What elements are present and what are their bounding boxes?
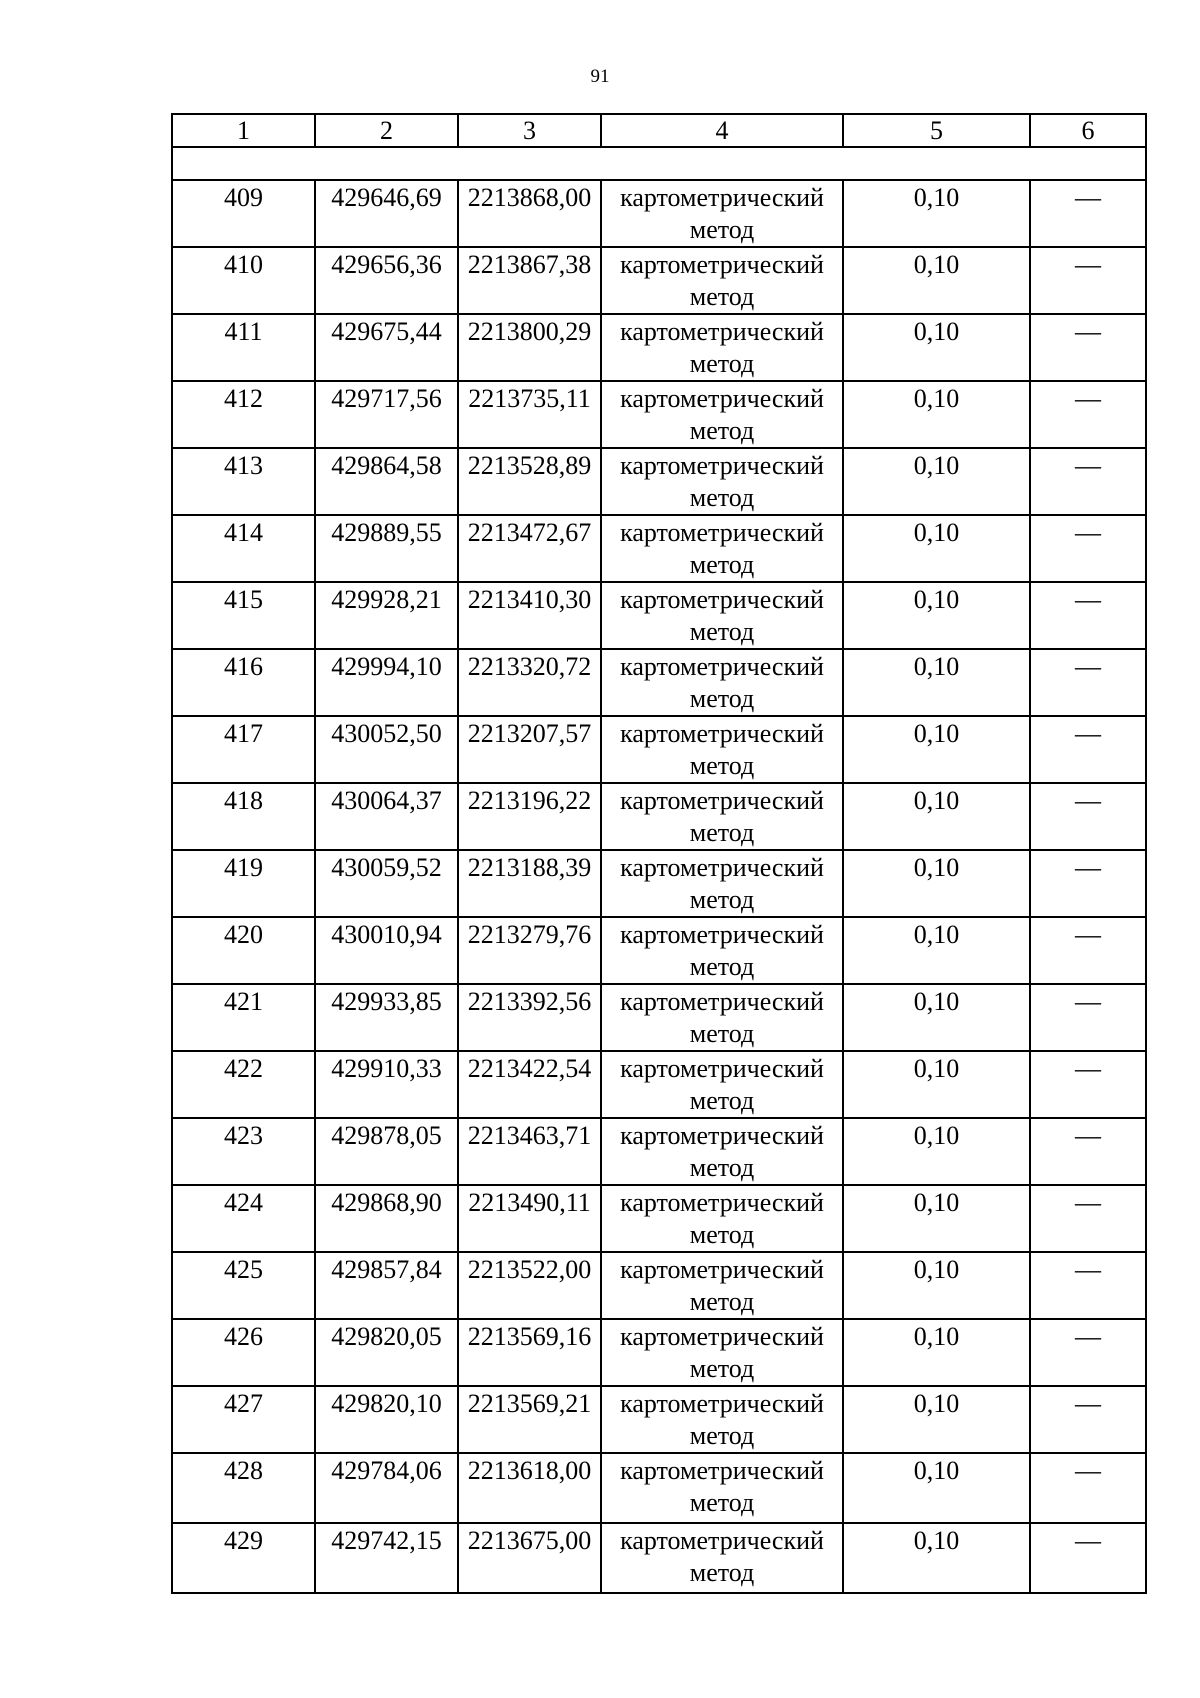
description-cell: — <box>1030 1319 1146 1386</box>
accuracy-cell: 0,10 <box>843 649 1030 716</box>
y-coordinate-cell: 2213522,00 <box>458 1252 601 1319</box>
description-cell: — <box>1030 649 1146 716</box>
method-cell <box>601 515 843 582</box>
method-line: картометрический <box>620 853 824 882</box>
method-cell <box>601 917 843 984</box>
description-cell: — <box>1030 783 1146 850</box>
method-line: метод <box>689 1220 755 1249</box>
coordinates-table <box>171 113 1147 1594</box>
method-cell <box>601 649 843 716</box>
accuracy-cell: 0,10 <box>843 1185 1030 1252</box>
method-line: картометрический <box>620 920 824 949</box>
column-header: 3 <box>458 114 601 147</box>
method-cell <box>601 381 843 448</box>
description-cell: — <box>1030 381 1146 448</box>
table-row <box>172 917 1146 984</box>
y-coordinate-cell: 2213472,67 <box>458 515 601 582</box>
method-cell <box>601 783 843 850</box>
method-line: картометрический <box>620 1322 824 1351</box>
table-row <box>172 716 1146 783</box>
method-cell <box>601 1118 843 1185</box>
method-cell <box>601 984 843 1051</box>
method-line: картометрический <box>620 250 824 279</box>
column-header-row <box>172 114 1146 147</box>
x-coordinate-cell: 429928,21 <box>315 582 458 649</box>
point-number-cell: 413 <box>172 448 315 515</box>
table-row <box>172 1051 1146 1118</box>
method-line: метод <box>689 416 755 445</box>
description-cell: — <box>1030 1252 1146 1319</box>
method-line: метод <box>689 1019 755 1048</box>
point-number-cell: 427 <box>172 1386 315 1453</box>
point-number-cell: 411 <box>172 314 315 381</box>
table-row <box>172 515 1146 582</box>
x-coordinate-cell: 429857,84 <box>315 1252 458 1319</box>
method-line: картометрический <box>620 652 824 681</box>
x-coordinate-cell: 429868,90 <box>315 1185 458 1252</box>
description-cell: — <box>1030 1051 1146 1118</box>
y-coordinate-cell: 2213675,00 <box>458 1523 601 1593</box>
column-header: 2 <box>315 114 458 147</box>
method-cell <box>601 716 843 783</box>
accuracy-cell: 0,10 <box>843 180 1030 247</box>
x-coordinate-cell: 429889,55 <box>315 515 458 582</box>
description-cell: — <box>1030 1386 1146 1453</box>
method-cell <box>601 582 843 649</box>
description-cell: — <box>1030 515 1146 582</box>
column-header: 1 <box>172 114 315 147</box>
description-cell: — <box>1030 448 1146 515</box>
method-cell <box>601 448 843 515</box>
point-number-cell: 409 <box>172 180 315 247</box>
x-coordinate-cell: 429656,36 <box>315 247 458 314</box>
x-coordinate-cell: 429864,58 <box>315 448 458 515</box>
method-cell <box>601 850 843 917</box>
point-number-cell: 419 <box>172 850 315 917</box>
table-row <box>172 850 1146 917</box>
method-line: метод <box>689 818 755 847</box>
method-line: картометрический <box>620 183 824 212</box>
description-cell: — <box>1030 582 1146 649</box>
point-number-cell: 414 <box>172 515 315 582</box>
accuracy-cell: 0,10 <box>843 783 1030 850</box>
x-coordinate-cell: 429994,10 <box>315 649 458 716</box>
y-coordinate-cell: 2213463,71 <box>458 1118 601 1185</box>
table-row <box>172 1252 1146 1319</box>
table-row <box>172 1319 1146 1386</box>
accuracy-cell: 0,10 <box>843 850 1030 917</box>
point-number-cell: 429 <box>172 1523 315 1593</box>
method-line: метод <box>689 751 755 780</box>
description-cell: — <box>1030 180 1146 247</box>
point-number-cell: 415 <box>172 582 315 649</box>
column-header: 4 <box>601 114 843 147</box>
table-row <box>172 381 1146 448</box>
y-coordinate-cell: 2213867,38 <box>458 247 601 314</box>
method-line: картометрический <box>620 1255 824 1284</box>
description-cell: — <box>1030 984 1146 1051</box>
table-row <box>172 247 1146 314</box>
point-number-cell: 412 <box>172 381 315 448</box>
accuracy-cell: 0,10 <box>843 1118 1030 1185</box>
method-cell <box>601 247 843 314</box>
x-coordinate-cell: 429675,44 <box>315 314 458 381</box>
method-cell <box>601 1386 843 1453</box>
description-cell: — <box>1030 1453 1146 1523</box>
method-line: картометрический <box>620 518 824 547</box>
point-number-cell: 410 <box>172 247 315 314</box>
y-coordinate-cell: 2213422,54 <box>458 1051 601 1118</box>
method-line: метод <box>689 1558 755 1587</box>
accuracy-cell: 0,10 <box>843 1319 1030 1386</box>
point-number-cell: 424 <box>172 1185 315 1252</box>
y-coordinate-cell: 2213392,56 <box>458 984 601 1051</box>
method-line: картометрический <box>620 1121 824 1150</box>
method-line: картометрический <box>620 719 824 748</box>
method-line: метод <box>689 215 755 244</box>
method-cell <box>601 180 843 247</box>
method-cell <box>601 1453 843 1523</box>
method-cell <box>601 1523 843 1593</box>
method-line: метод <box>689 1421 755 1450</box>
accuracy-cell: 0,10 <box>843 917 1030 984</box>
column-header: 6 <box>1030 114 1146 147</box>
description-cell: — <box>1030 1118 1146 1185</box>
x-coordinate-cell: 429820,10 <box>315 1386 458 1453</box>
column-header: 5 <box>843 114 1030 147</box>
x-coordinate-cell: 429646,69 <box>315 180 458 247</box>
table-row <box>172 1118 1146 1185</box>
method-line: метод <box>689 1488 755 1517</box>
y-coordinate-cell: 2213528,89 <box>458 448 601 515</box>
description-cell: — <box>1030 1185 1146 1252</box>
method-line: картометрический <box>620 786 824 815</box>
x-coordinate-cell: 430052,50 <box>315 716 458 783</box>
accuracy-cell: 0,10 <box>843 1523 1030 1593</box>
y-coordinate-cell: 2213410,30 <box>458 582 601 649</box>
y-coordinate-cell: 2213569,16 <box>458 1319 601 1386</box>
table-row <box>172 448 1146 515</box>
method-cell <box>601 1185 843 1252</box>
method-line: картометрический <box>620 451 824 480</box>
point-number-cell: 417 <box>172 716 315 783</box>
method-line: метод <box>689 1287 755 1316</box>
point-number-cell: 425 <box>172 1252 315 1319</box>
method-line: картометрический <box>620 1456 824 1485</box>
page-number: 91 <box>590 66 610 87</box>
method-line: метод <box>689 885 755 914</box>
method-line: картометрический <box>620 987 824 1016</box>
method-line: картометрический <box>620 384 824 413</box>
y-coordinate-cell: 2213207,57 <box>458 716 601 783</box>
y-coordinate-cell: 2213800,29 <box>458 314 601 381</box>
method-line: картометрический <box>620 317 824 346</box>
method-cell <box>601 314 843 381</box>
accuracy-cell: 0,10 <box>843 448 1030 515</box>
accuracy-cell: 0,10 <box>843 247 1030 314</box>
method-line: метод <box>689 952 755 981</box>
x-coordinate-cell: 429820,05 <box>315 1319 458 1386</box>
accuracy-cell: 0,10 <box>843 314 1030 381</box>
y-coordinate-cell: 2213320,72 <box>458 649 601 716</box>
y-coordinate-cell: 2213188,39 <box>458 850 601 917</box>
method-line: метод <box>689 483 755 512</box>
accuracy-cell: 0,10 <box>843 515 1030 582</box>
accuracy-cell: 0,10 <box>843 716 1030 783</box>
method-line: картометрический <box>620 1389 824 1418</box>
description-cell: — <box>1030 917 1146 984</box>
table-body <box>172 114 1146 1593</box>
accuracy-cell: 0,10 <box>843 1051 1030 1118</box>
table-row <box>172 1386 1146 1453</box>
table-row <box>172 582 1146 649</box>
accuracy-cell: 0,10 <box>843 1386 1030 1453</box>
x-coordinate-cell: 430059,52 <box>315 850 458 917</box>
method-line: метод <box>689 1354 755 1383</box>
description-cell: — <box>1030 1523 1146 1593</box>
x-coordinate-cell: 429717,56 <box>315 381 458 448</box>
y-coordinate-cell: 2213735,11 <box>458 381 601 448</box>
point-number-cell: 420 <box>172 917 315 984</box>
method-line: метод <box>689 684 755 713</box>
table-row <box>172 314 1146 381</box>
section-spacer-row <box>172 147 1146 180</box>
x-coordinate-cell: 429742,15 <box>315 1523 458 1593</box>
table-row <box>172 984 1146 1051</box>
method-cell <box>601 1319 843 1386</box>
method-line: метод <box>689 1153 755 1182</box>
point-number-cell: 416 <box>172 649 315 716</box>
x-coordinate-cell: 430010,94 <box>315 917 458 984</box>
description-cell: — <box>1030 850 1146 917</box>
point-number-cell: 423 <box>172 1118 315 1185</box>
x-coordinate-cell: 429933,85 <box>315 984 458 1051</box>
y-coordinate-cell: 2213196,22 <box>458 783 601 850</box>
x-coordinate-cell: 429910,33 <box>315 1051 458 1118</box>
method-line: картометрический <box>620 1526 824 1555</box>
y-coordinate-cell: 2213868,00 <box>458 180 601 247</box>
point-number-cell: 418 <box>172 783 315 850</box>
description-cell: — <box>1030 247 1146 314</box>
method-line: картометрический <box>620 1188 824 1217</box>
table-row <box>172 649 1146 716</box>
y-coordinate-cell: 2213490,11 <box>458 1185 601 1252</box>
table-row <box>172 1185 1146 1252</box>
method-line: метод <box>689 617 755 646</box>
y-coordinate-cell: 2213279,76 <box>458 917 601 984</box>
method-line: картометрический <box>620 1054 824 1083</box>
y-coordinate-cell: 2213618,00 <box>458 1453 601 1523</box>
accuracy-cell: 0,10 <box>843 1453 1030 1523</box>
accuracy-cell: 0,10 <box>843 1252 1030 1319</box>
table-row <box>172 783 1146 850</box>
method-cell <box>601 1252 843 1319</box>
accuracy-cell: 0,10 <box>843 381 1030 448</box>
accuracy-cell: 0,10 <box>843 984 1030 1051</box>
point-number-cell: 426 <box>172 1319 315 1386</box>
description-cell: — <box>1030 314 1146 381</box>
method-line: метод <box>689 550 755 579</box>
x-coordinate-cell: 429784,06 <box>315 1453 458 1523</box>
table-row <box>172 1523 1146 1593</box>
point-number-cell: 421 <box>172 984 315 1051</box>
point-number-cell: 422 <box>172 1051 315 1118</box>
accuracy-cell: 0,10 <box>843 582 1030 649</box>
section-spacer-cell <box>172 147 1146 180</box>
table-row <box>172 180 1146 247</box>
method-line: метод <box>689 349 755 378</box>
method-line: метод <box>689 1086 755 1115</box>
method-line: картометрический <box>620 585 824 614</box>
y-coordinate-cell: 2213569,21 <box>458 1386 601 1453</box>
method-cell <box>601 1051 843 1118</box>
point-number-cell: 428 <box>172 1453 315 1523</box>
method-line: метод <box>689 282 755 311</box>
x-coordinate-cell: 429878,05 <box>315 1118 458 1185</box>
x-coordinate-cell: 430064,37 <box>315 783 458 850</box>
description-cell: — <box>1030 716 1146 783</box>
table-row <box>172 1453 1146 1523</box>
